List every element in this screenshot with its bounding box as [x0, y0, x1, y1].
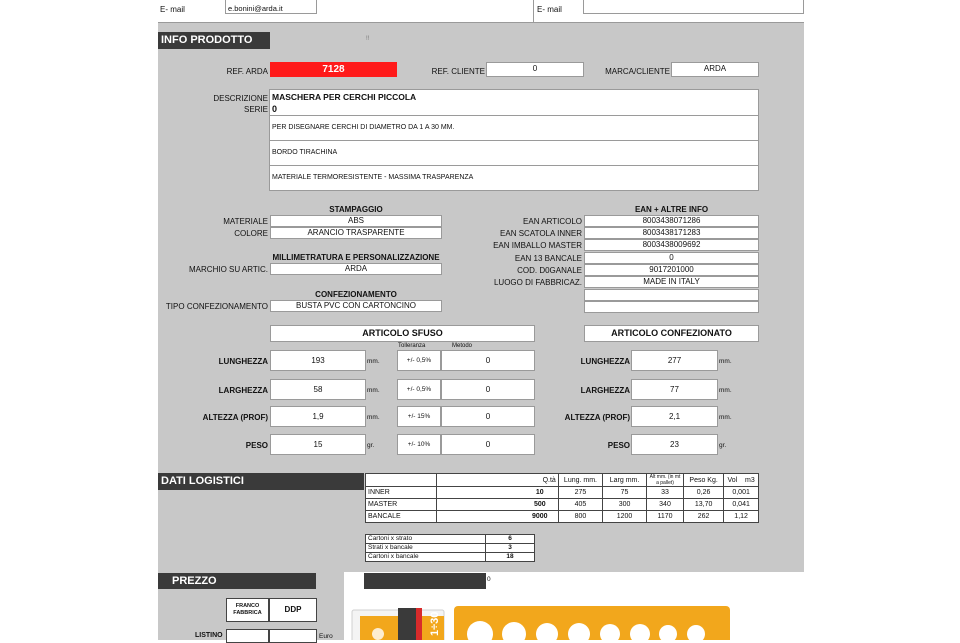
- logistics-row-lung[interactable]: 800: [558, 511, 602, 523]
- tolleranza-label: Tolleranza: [398, 343, 426, 349]
- sfuso-label-2: ALTEZZA (PROF): [202, 413, 268, 422]
- email-value-left[interactable]: [225, 0, 317, 14]
- marchio-value[interactable]: ARDA: [270, 263, 442, 275]
- listino-ff-input[interactable]: [226, 629, 269, 643]
- marca-cliente-label: MARCA/CLIENTE: [605, 67, 670, 76]
- ean-label-4: COD. D0GANALE: [517, 266, 582, 275]
- ddp-cell: [269, 598, 317, 622]
- cartoni-row: [366, 535, 535, 544]
- conf-unit-1: mm.: [719, 387, 732, 394]
- conf-value-3[interactable]: 23: [631, 434, 718, 455]
- ean-label-3: EAN 13 BANCALE: [514, 254, 582, 263]
- sfuso-unit-1: mm.: [367, 387, 380, 394]
- sfuso-value-2[interactable]: 1,9: [270, 406, 366, 427]
- descrizione-label: DESCRIZIONE: [213, 94, 268, 103]
- logistics-row-larg[interactable]: 75: [603, 487, 647, 499]
- logistics-row-vol[interactable]: 1,12: [724, 511, 759, 523]
- sfuso-tol-2[interactable]: +/- 15%: [397, 406, 441, 427]
- ean-label-2: EAN IMBALLO MASTER: [493, 241, 582, 250]
- materiale-label: MATERIALE: [223, 217, 268, 226]
- logistics-head-vol: Vol m3: [724, 474, 759, 487]
- cartoni-row: [366, 553, 535, 562]
- ean-label-1: EAN SCATOLA INNER: [500, 229, 582, 238]
- logistics-row-larg[interactable]: 1200: [603, 511, 647, 523]
- ean-value-5[interactable]: MADE IN ITALY: [584, 276, 759, 288]
- sfuso-tol-1[interactable]: +/- 0,5%: [397, 379, 441, 400]
- cartoni-label: Strati x bancale: [366, 544, 486, 553]
- sfuso-value-1[interactable]: 58: [270, 379, 366, 400]
- ean-extra-2[interactable]: [584, 301, 759, 313]
- sfuso-unit-3: gr.: [367, 442, 375, 449]
- ean-value-1[interactable]: 8003438171283: [584, 227, 759, 239]
- stampaggio-title: STAMPAGGIO: [329, 205, 383, 214]
- logistics-corner: [366, 474, 437, 487]
- sfuso-tol-0[interactable]: +/- 0,5%: [397, 350, 441, 371]
- cartoni-value[interactable]: 6: [486, 535, 535, 544]
- ean-label-0: EAN ARTICOLO: [523, 217, 582, 226]
- ean-value-2[interactable]: 8003438009692: [584, 239, 759, 251]
- email-divider: [533, 0, 534, 22]
- conf-unit-0: mm.: [719, 358, 732, 365]
- sfuso-label-1: LARGHEZZA: [218, 386, 268, 395]
- tipo-confezionamento-label: TIPO CONFEZIONAMENTO: [165, 302, 268, 311]
- cartoni-row: [366, 544, 535, 553]
- conf-value-1[interactable]: 77: [631, 379, 718, 400]
- email-label-right: E- mail: [537, 5, 562, 14]
- tipo-confezionamento-value[interactable]: BUSTA PVC CON CARTONCINO: [270, 300, 442, 312]
- millimetratura-title: MILLIMETRATURA E PERSONALIZZAZIONE: [272, 253, 440, 262]
- package-red-strip: [416, 608, 422, 640]
- franco-fabbrica-label: FRANCO FABBRICA: [233, 603, 262, 616]
- product-photo-svg: [346, 596, 736, 640]
- dati-logistici-header: DATI LOGISTICI: [158, 473, 364, 490]
- descrizione-value[interactable]: MASCHERA PER CERCHI PICCOLA: [272, 92, 417, 102]
- ean-value-4[interactable]: 9017201000: [584, 264, 759, 276]
- sfuso-value-3[interactable]: 15: [270, 434, 366, 455]
- logistics-row: [366, 499, 759, 511]
- sfuso-metodo-1[interactable]: 0: [441, 379, 535, 400]
- serie-label: SERIE: [243, 105, 268, 114]
- sfuso-metodo-2[interactable]: 0: [441, 406, 535, 427]
- materiale-value[interactable]: ABS: [270, 215, 442, 227]
- cartoni-label: Cartoni x strato: [366, 535, 486, 544]
- sfuso-unit-2: mm.: [367, 414, 380, 421]
- ean-title: EAN + ALTRE INFO: [634, 205, 709, 214]
- logistics-row-spacer: [437, 511, 522, 523]
- sfuso-metodo-3[interactable]: 0: [441, 434, 535, 455]
- marca-cliente-value[interactable]: ARDA: [671, 62, 759, 77]
- logistics-head-alt: Alt mm. (in mt a pallet): [647, 474, 684, 487]
- conf-value-2[interactable]: 2,1: [631, 406, 718, 427]
- cartoni-table: [365, 534, 535, 562]
- desc-line-3[interactable]: MATERIALE TERMORESISTENTE - MASSIMA TRASPARENZA: [272, 174, 474, 181]
- desc-line-2[interactable]: BORDO TIRACHINA: [272, 149, 338, 156]
- conf-label-1: LARGHEZZA: [580, 386, 630, 395]
- euro-label: Euro: [319, 633, 333, 640]
- conf-value-0[interactable]: 277: [631, 350, 718, 371]
- ref-cliente-value[interactable]: 0: [486, 62, 584, 77]
- logistics-head-larg: Larg mm.: [603, 474, 647, 487]
- logistics-head-peso: Peso Kg.: [684, 474, 724, 487]
- logistics-row-spacer: [437, 487, 522, 499]
- logistics-row-peso[interactable]: 0,26: [684, 487, 724, 499]
- franco-fabbrica-cell: [226, 598, 269, 622]
- prezzo-header: [158, 573, 316, 589]
- logistics-head-empty: [437, 474, 522, 487]
- conf-label-2: ALTEZZA (PROF): [564, 413, 630, 422]
- conf-label-3: PESO: [607, 441, 630, 450]
- product-image: [346, 596, 736, 640]
- logistics-row-qty[interactable]: 500: [522, 499, 559, 511]
- ddp-label: DDP: [284, 605, 302, 614]
- sfuso-label-0: LUNGHEZZA: [218, 357, 268, 366]
- logistics-row-qty[interactable]: 10: [522, 487, 559, 499]
- colore-value[interactable]: ARANCIO TRASPARENTE: [270, 227, 442, 239]
- logistics-row-vol[interactable]: 0,001: [724, 487, 759, 499]
- articolo-sfuso-title: ARTICOLO SFUSO: [270, 325, 535, 342]
- ref-arda-label: REF. ARDA: [226, 67, 268, 76]
- ref-cliente-label: REF. CLIENTE: [431, 67, 485, 76]
- sfuso-label-3: PESO: [245, 441, 268, 450]
- ean-label-5: LUOGO DI FABBRICAZ.: [493, 278, 582, 287]
- cartoni-value[interactable]: 18: [486, 553, 535, 562]
- logistics-row-qty[interactable]: 9000: [522, 511, 559, 523]
- ean-value-0[interactable]: 8003438071286: [584, 215, 759, 227]
- conf-unit-2: mm.: [719, 414, 732, 421]
- desc-divider-2: [269, 140, 759, 141]
- logistics-row-name: INNER: [366, 487, 437, 499]
- email-label-left: E- mail: [160, 5, 185, 14]
- sfuso-tol-3[interactable]: +/- 10%: [397, 434, 441, 455]
- email-value-right[interactable]: [583, 0, 804, 14]
- package-brand-text: 1÷30: [429, 611, 441, 636]
- listino-label: LISTINO: [195, 632, 223, 639]
- package-label-strip: [398, 608, 416, 640]
- cartoni-label: Cartoni x bancale: [366, 553, 486, 562]
- marchio-label: MARCHIO SU ARTIC.: [189, 265, 268, 274]
- logistics-row-name: BANCALE: [366, 511, 437, 523]
- logistics-row-alt[interactable]: 33: [647, 487, 684, 499]
- prezzo-zero: 0: [487, 576, 491, 583]
- ean-extra-1[interactable]: [584, 289, 759, 301]
- logistics-row-lung[interactable]: 275: [558, 487, 602, 499]
- ref-arda-value[interactable]: 7128: [270, 62, 397, 77]
- ean-value-3[interactable]: 0: [584, 252, 759, 264]
- prezzo-title: PREZZO: [172, 575, 217, 587]
- serie-value[interactable]: 0: [272, 104, 278, 114]
- package-hole-icon: [372, 628, 384, 640]
- prezzo-dark-bar: [364, 573, 486, 589]
- logistics-row-spacer: [437, 499, 522, 511]
- logistics-row-lung[interactable]: 405: [558, 499, 602, 511]
- desc-divider-1: [269, 115, 759, 116]
- logistics-row-larg[interactable]: 300: [603, 499, 647, 511]
- marker-text: !!: [366, 36, 370, 42]
- desc-line-1[interactable]: PER DISEGNARE CERCHI DI DIAMETRO DA 1 A 30 MM.: [272, 124, 455, 131]
- logistics-header-row: [366, 474, 759, 487]
- logistics-row-vol[interactable]: 0,041: [724, 499, 759, 511]
- confezionamento-title: CONFEZIONAMENTO: [315, 290, 397, 299]
- logistics-row: [366, 511, 759, 523]
- sfuso-metodo-0[interactable]: 0: [441, 350, 535, 371]
- articolo-confezionato-title: ARTICOLO CONFEZIONATO: [584, 325, 759, 342]
- conf-unit-3: gr.: [719, 442, 727, 449]
- logistics-table: [365, 473, 759, 523]
- cartoni-value[interactable]: 3: [486, 544, 535, 553]
- logistics-row-peso[interactable]: 262: [684, 511, 724, 523]
- metodo-label: Metodo: [452, 343, 473, 349]
- sfuso-value-0[interactable]: 193: [270, 350, 366, 371]
- info-prodotto-header: INFO PRODOTTO: [158, 32, 270, 49]
- colore-label: COLORE: [234, 229, 268, 238]
- logistics-row-name: MASTER: [366, 499, 437, 511]
- logistics-head-lung: Lung. mm.: [558, 474, 602, 487]
- email-value-left-text: e.bonini@arda.it: [228, 4, 283, 13]
- logistics-row: [366, 487, 759, 499]
- desc-divider-3: [269, 165, 759, 166]
- conf-label-0: LUNGHEZZA: [580, 357, 630, 366]
- logistics-head-qty: Q.tà: [522, 474, 559, 487]
- logistics-row-peso[interactable]: 13,70: [684, 499, 724, 511]
- listino-ddp-input[interactable]: [269, 629, 317, 643]
- logistics-row-alt[interactable]: 1170: [647, 511, 684, 523]
- logistics-row-alt[interactable]: 340: [647, 499, 684, 511]
- sfuso-unit-0: mm.: [367, 358, 380, 365]
